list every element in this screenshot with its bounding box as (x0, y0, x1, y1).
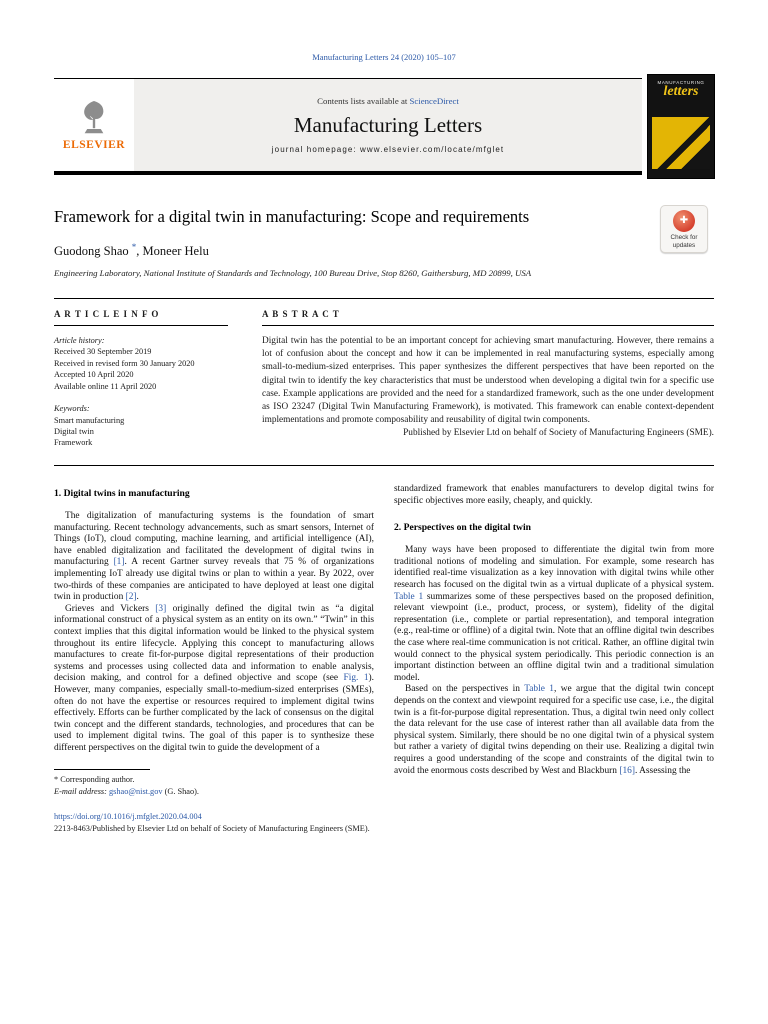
keyword: Smart manufacturing (54, 415, 125, 425)
author-1: Guodong Shao (54, 243, 132, 258)
sciencedirect-link[interactable]: ScienceDirect (409, 96, 459, 106)
article-info-abstract-section (54, 298, 714, 466)
email-suffix: (G. Shao). (162, 786, 199, 796)
section-1-paragraph-2 (54, 604, 374, 755)
title-block (54, 207, 714, 249)
continuation-paragraph (394, 484, 714, 507)
article-title: Framework for a digital twin in manufacturing: Scope and requirements (54, 207, 530, 226)
journal-homepage-link[interactable]: journal homepage: www.elsevier.com/locate/mfglet (271, 145, 505, 154)
keyword: Framework (54, 438, 93, 448)
history-revised: Received in revised form 30 January 2020 (54, 358, 195, 368)
body-text: Based on the perspectives in (405, 684, 525, 695)
journal-title: Manufacturing Letters (293, 113, 483, 137)
cover-art (652, 117, 710, 169)
corresponding-author-note: * Corresponding author. (54, 774, 135, 784)
email-label: E-mail address: (54, 786, 109, 796)
body-text: . A recent Gartner survey reveals that 75 % of organizations implementing IoT already use digital twins or plan to within a year. By 2022, over two-thirds of these companies are anticipated to have deployed at least one digital twin in production (54, 557, 374, 603)
issn-copyright-line: 2213-8463/Published by Elsevier Ltd on behalf of Society of Manufacturing Engineers (SME). (54, 824, 370, 834)
journal-citation-link[interactable]: Manufacturing Letters 24 (2020) 105–107 (312, 52, 456, 62)
journal-header-banner (54, 78, 714, 175)
journal-header-main (54, 78, 642, 175)
keyword: Digital twin (54, 427, 94, 437)
email-link[interactable]: gshao@nist.gov (109, 786, 163, 796)
body-text: Many ways have been proposed to differentiate the digital twin from more traditional notions of modeling and simulation. For example, some research has identified real-time visualization as a key innovation with digital twins while other research has focused on the digital twin as a virtual duplicate of a physical system. (394, 545, 714, 590)
body-text: . Assessing the (634, 765, 691, 776)
corresponding-author-marker[interactable]: * (131, 241, 137, 252)
body-text: The digitalization of manufacturing systems is the foundation of smart manufacturing. Recent technology advancements, such as smart sensors, Internet of Things (IoT), cloud computing, machine learning, and artificial intelligence (AI), have enabled digitalization and facilitated the development of digital twins in manufacturing (54, 510, 374, 568)
journal-header-center (134, 79, 642, 171)
left-column (54, 484, 374, 798)
elsevier-tree-icon (77, 99, 111, 137)
contents-line (317, 96, 459, 106)
history-accepted: Accepted 10 April 2020 (54, 370, 134, 380)
abstract-text: Digital twin has the potential to be an important concept for achieving smart manufacturing. However, there remains a lot of confusion about the concept and how it can be implemented in real manufacturing systems, especially among small-to-medium-sized enterprises. This paper synthesizes the different perspectives that have been reported on the digital twin to identify the key characteristics that must be understood when developing a digital twin for a specific use case. Example applications are provided and the need for a standardized framework, such as the one under development as ISO 23247 (Digital Twin Manufacturing Framework), is motivated. This framework can enable context-dependent implementations and promote composability and reusability of digital twin components. (262, 335, 714, 426)
crossmark-icon: ✚ (673, 210, 695, 232)
publisher-line: Published by Elsevier Ltd on behalf of Society of Manufacturing Engineers (SME). (403, 428, 714, 439)
abstract-heading: A B S T R A C T (262, 309, 714, 326)
doi-link[interactable]: https://doi.org/10.1016/j.mfglet.2020.04.004 (54, 811, 202, 821)
authors-line (54, 242, 714, 259)
contents-prefix-text: Contents lists available at (317, 96, 410, 106)
citation-link-16[interactable]: [16] (619, 765, 635, 776)
check-for-updates-badge[interactable] (660, 205, 708, 253)
article-info-column (54, 309, 228, 449)
body-text: summarizes some of these perspectives based on the proposed definition, relevant viewpoint (i.e., product, process, or system), fidelity of the digital representation (i.e., complete or partial representation), and temporal integration (e.g., real-time or offline) of a digital twin. Note that an offline digital twin describes the case where real-time communication is not critical. Rather, an offline digital twin would connect to the physical system periodically. This periodic connection is an important distinction between an offline digital twin and a traditional simulation model. (394, 591, 714, 683)
section-1-paragraph-1 (54, 511, 374, 604)
history-received: Received 30 September 2019 (54, 347, 152, 357)
keywords-label: Keywords: (54, 404, 90, 414)
abstract-column (262, 309, 714, 449)
citation-link-1[interactable]: [1] (113, 557, 125, 568)
table-1-link[interactable]: Table 1 (394, 591, 424, 602)
author-2: , Moneer Helu (136, 243, 209, 258)
article-history-label: Article history: (54, 335, 105, 345)
check-for-updates-label: Check for updates (670, 234, 698, 249)
body-columns (54, 484, 714, 798)
body-text: standardized framework that enables manufacturers to develop digital twins for specific objectives more easily, cheaply, and quickly. (394, 483, 714, 506)
journal-cover-thumbnail[interactable] (648, 75, 714, 178)
footnote (54, 769, 374, 798)
figure-1-link[interactable]: Fig. 1 (343, 673, 369, 684)
page-footer (54, 811, 714, 836)
table-1-link-2[interactable]: Table 1 (524, 684, 554, 695)
elsevier-logo (54, 79, 134, 171)
footnote-divider (54, 769, 150, 770)
elsevier-wordmark: ELSEVIER (62, 139, 126, 151)
section-2-paragraph-1 (394, 545, 714, 684)
section-1-heading: 1. Digital twins in manufacturing (54, 487, 190, 499)
history-available: Available online 11 April 2020 (54, 381, 157, 391)
body-text: , we argue that the digital twin concept depends on the context and viewpoint required for a specific use case, i.e., the digital twin is a fit-for-purpose digital representation. Thus, a digital twin need only collect the data relevant for the use case of interest rather than all available data from the physical system. Similarly, there should be no one digital twin of a physical system but rather a variety of digital twins depending on their use. Realizing a digital twin requires a good understanding of the scope and constraints of the digital twin to avoid the enormous costs described by West and Blackburn (394, 684, 714, 776)
citation-link-2[interactable]: [2] (125, 592, 137, 603)
affiliation: Engineering Laboratory, National Institute of Standards and Technology, 100 Bureau Drive, Stop 8260, Gaithersburg, MD 20899, USA (54, 267, 532, 278)
cover-journal-title: letters (663, 84, 699, 99)
body-text: originally defined the digital twin as “a digital informational construct of a physical system as an entity on its own.” “Twin” in this context implies that this digital information would be linked to the physical system throughout its entire lifecycle. Applying this concept to manufacturing allows manufactures to create fit-for-purpose digital representations of their production systems and processes using collected data and information to enable analysis, decision making, and control for a defined objective and scope (see (54, 603, 374, 684)
body-text: ). However, many companies, especially small-to-medium-sized enterprises (SMEs), often do not have the expertise or resources required to implement digital twins effectively. Efforts can be further complicated by the lack of consensus on the digital twin concept and the different standards, technologies, and procedures that can be used to implement digital twins. The goal of this paper is to synthesize these different perspectives on the digital twin to guide the development of a (54, 673, 374, 754)
email-line (54, 786, 374, 798)
body-text: . (136, 592, 139, 603)
body-text: Grieves and Vickers (65, 603, 156, 614)
cover-journal-name: MANUFACTURING (657, 80, 705, 85)
article-info-heading: A R T I C L E I N F O (54, 309, 228, 326)
citation-link-3[interactable]: [3] (155, 603, 167, 614)
section-2-heading: 2. Perspectives on the digital twin (394, 522, 531, 534)
section-2-paragraph-2 (394, 684, 714, 777)
right-column (394, 484, 714, 798)
